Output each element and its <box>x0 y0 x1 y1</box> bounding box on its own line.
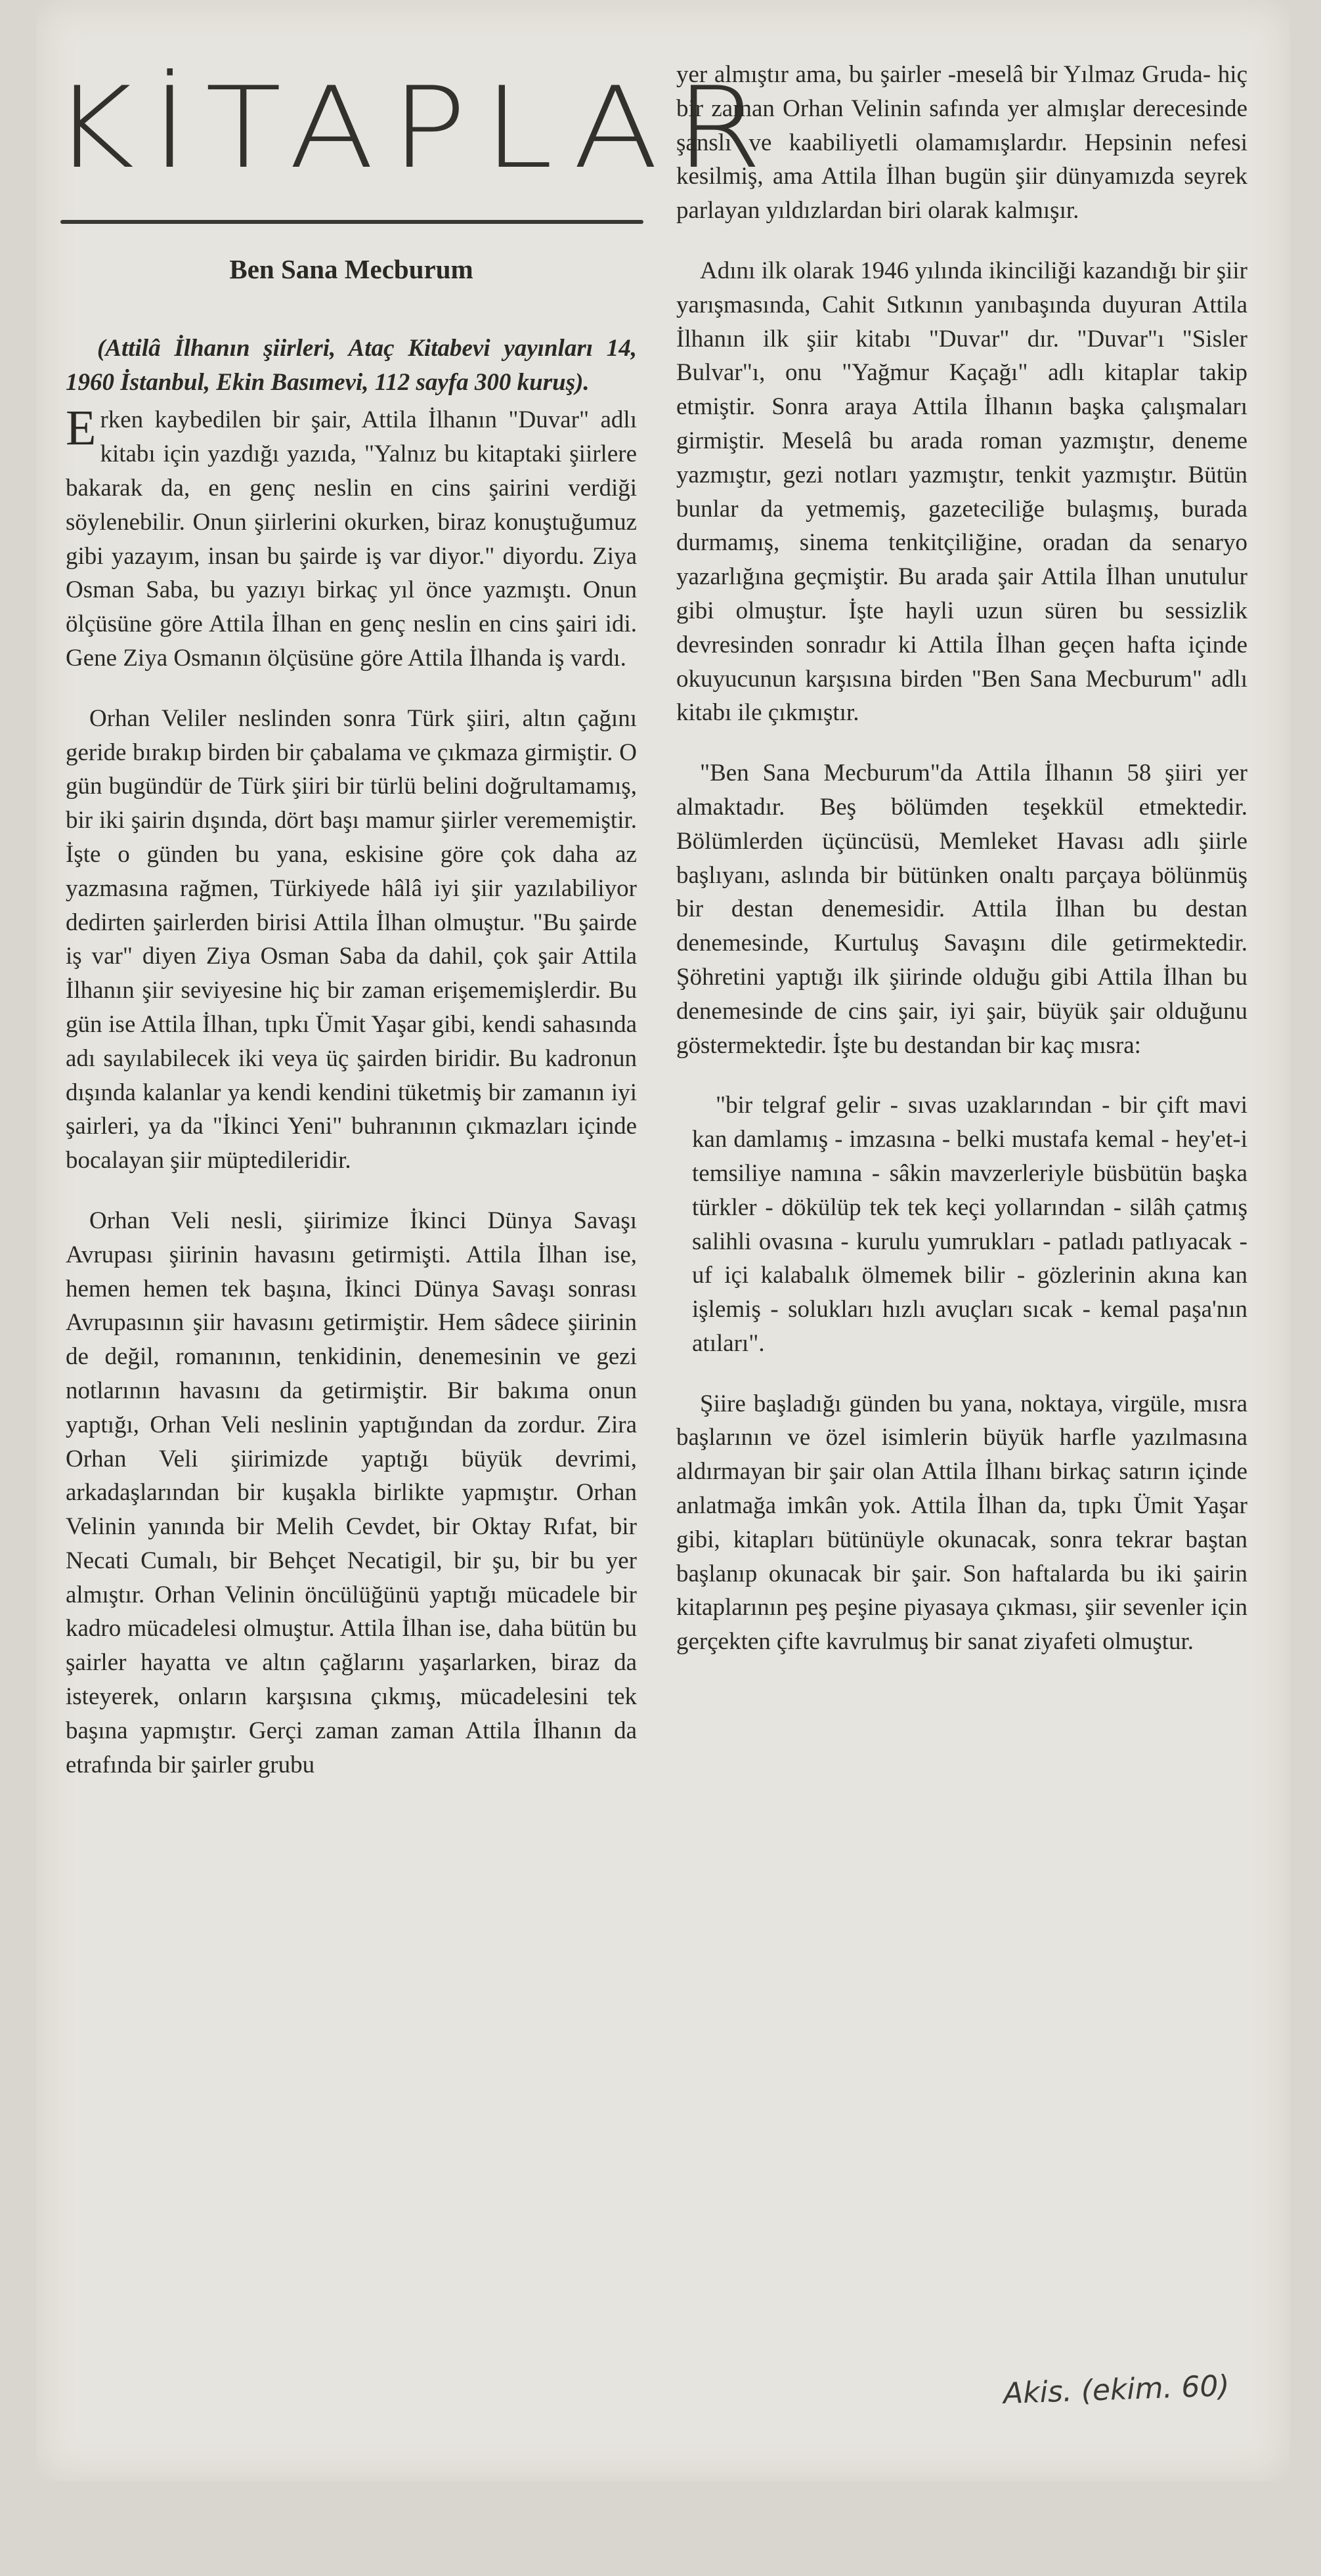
left-paragraph-2: Orhan Veliler neslinden sonra Türk şiiri, altın çağını geride bırakıp birden bir çabalama ve çıkmaza girmiştir. O gün bugündür de Türk şiiri bir türlü belini doğrultamamış, bir iki şairin dışında, dört başı mamur şiirler verememiştir. İşte o günden bu yana, eskisine göre çok daha az yazmasına rağmen, Türkiyede hâlâ iyi şiir yazılabiliyor dedirten şairlerden birisi Attila İlhan olmuştur. "Bu şairde iş var" diyen Ziya Osman Saba da dahil, çok şair Attila İlhanın şiir seviyesine hiç bir zaman erişememişlerdir. Bu gün ise Attila İlhan, tıpkı Ümit Yaşar gibi, kendi sahasında adı sayılabilecek iki veya üç şairden biridir. Bu kadronun dışında kalanlar ya kendi kendini tüketmiş bir zamanın iyi şairleri, ya da "İkinci Yeni" buhranının çıkmazları içinde bocalayan şiir müptedileridir. <box>66 704 637 1174</box>
quoted-verse: "bir telgraf gelir - sıvas uzaklarından - bir çift mavi kan damlamış - imzasına - belki mustafa kemal - hey'et-i temsiliye namına - sâkin mavzerleriyle büsbütün başka türkler - dökülüp tek tek keçi yollarından - silâh çatmış salihli ovasına - kurulu yumrukları - patladı patlıyacak - uf içi kalabalık ölmemek bilir - gözlerinin akına kan işlemiş - solukları hızlı avuçları sıcak - kemal paşa'nın atıları". <box>692 1092 1247 1357</box>
right-paragraph-1: yer almıştır ama, bu şairler -meselâ bir Yılmaz Gruda- hiç bir zaman Orhan Velinin safında yer almışlar derecesinde şanslı ve kaabiliyetli olamamışlardır. Hepsinin nefesi kesilmiş, ama Attila İlhan bugün şiir dünyamızda seyrek parlayan yıldızlardan biri olarak kalmışır. <box>676 61 1247 225</box>
masthead-rule <box>60 220 643 224</box>
section-masthead: KİTAPLAR <box>53 62 779 194</box>
right-paragraph-2: Adını ilk olarak 1946 yılında ikinciliği kazandığı bir şiir yarışmasında, Cahit Sıtkının yanıbaşında duyuran Attila İlhanın ilk şiir kitabı "Duvar" dır. "Duvar"ı "Sisler Bulvar"ı, onu "Yağmur Kaçağı" adlı kitaplar takip etmiştir. Sonra araya Attila İlhanın başka çalışmaları girmiştir. Meselâ bu arada roman yazmıştır, deneme yazmıştır, gezi notları yazmıştır, tenkit yazmıştır. Bütün bunlar da yetmemiş, gazeteciliğe bulaşmış, burada durmamış, sinema tenkitçiliğine, oradan da senaryo yazarlığına geçmiştir. Bu arada şair Attila İlhan unutulur gibi olmuştur. İşte hayli uzun süren bu sessizlik devresinden sonradır ki Attila İlhan geçen hafta içinde okuyucunun karşısına birden "Ben Sana Mecburum" adlı kitabı ile çıkmıştır. <box>676 257 1247 727</box>
right-paragraph-4: Şiire başladığı günden bu yana, noktaya, virgüle, mısra başlarının ve özel isimlerin büyük harfle yazılmasına aldırmayan bir şair olan Attila İlhanı birkaç satırın içinde anlatmağa imkân yok. Attila İlhan da, tıpkı Ümit Yaşar gibi, kitapları bütünüyle okunacak, sonra tekrar baştan başlanıp okunacak bir şair. Son haftalarda bu iki şairin kitaplarının peş peşine piyasaya çıkması, şiir sevenler için gerçekten çifte kavrulmuş bir sanat ziyafeti olmuştur. <box>676 1390 1247 1656</box>
left-paragraph-1 <box>66 400 637 675</box>
handwritten-source-note: Akis. (ekim. 60) <box>1003 2369 1230 2411</box>
left-paragraph-3: Orhan Veli nesli, şiirimize İkinci Dünya Savaşı Avrupası şiirinin havasını getirmişti. Attila İlhan ise, hemen hemen tek başına, İkinci Dünya Savaşı sonrası Avrupasının şiir havasını getirmiştir. Hem sâdece şiirinin de değil, romanının, tenkidinin, denemesinin ve gezi notlarının havasını da getirmiştir. Bir bakıma onun yaptığı, Orhan Veli neslinin yaptığından da zordur. Zira Orhan Veli şiirimizde yaptığı büyük devrimi, arkadaşlarından bir kuşakla birlikte yapmıştır. Orhan Velinin yanında bir Melih Cevdet, bir Oktay Rıfat, bir Necati Cumalı, bir Behçet Necatigil, bir şu, bir bu yer almıştır. Orhan Velinin öncülüğünü yaptığı mücadele bir kadro mücadelesi olmuştur. Attila İlhan ise, daha bütün bu şairler hayatta ve altın çağlarını yaşarlarken, biraz da isteyerek, onların karşısına çıkmış, mücadelesini tek başına yapmıştır. Gerçi zaman zaman Attila İlhanın da etrafında bir şairler grubu <box>66 1207 637 1778</box>
review-title: Ben Sana Mecburum <box>229 254 473 284</box>
left-column <box>66 253 637 1791</box>
left-paragraph-1-text: rken kaybedilen bir şair, Attila İlhanın "Duvar" adlı kitabı için yazdığı yazıda, "Yalnız bu kitaptaki şiirlere bakarak da, en genç neslin en cins şairini verdiği söylenebilir. Onun şiirlerini okurken, biraz konuştuğumuz gibi yazayım, insan bu şairde iş var diyor." diyordu. Ziya Osman Saba, bu yazıyı birkaç yıl önce yazmıştı. Onun ölçüsüne göre Attila İlhan en genç neslin en cins şairi idi. Gene Ziya Osmanın ölçüsüne göre Attila İlhanda iş vardı. <box>66 406 637 672</box>
right-paragraph-3: "Ben Sana Mecburum"da Attila İlhanın 58 şiiri yer almaktadır. Beş bölümden teşekkül etmektedir. Bölümlerden üçüncüsü, Memleket Havası adlı şiirle başlıyanı, aslında bir bütünken onaltı parçaya bölünmüş bir destan denemesidir. Attila İlhan bu destan denemesinde, Kurtuluş Savaşını dile getirmektedir. Şöhretini yaptığı ilk şiirinde olduğu gibi Attila İlhan bu denemesinde de cins şair, iyi şair, büyük şair olduğunu göstermektedir. İşte bu destandan bir kaç mısra: <box>676 760 1247 1059</box>
bibliographic-note: (Attilâ İlhanın şiirleri, Ataç Kitabevi yayınları 14, 1960 İstanbul, Ekin Basımevi, 112 sayfa 300 kuruş). <box>66 334 637 396</box>
right-column <box>676 58 1247 1668</box>
drop-cap: E <box>66 400 97 456</box>
